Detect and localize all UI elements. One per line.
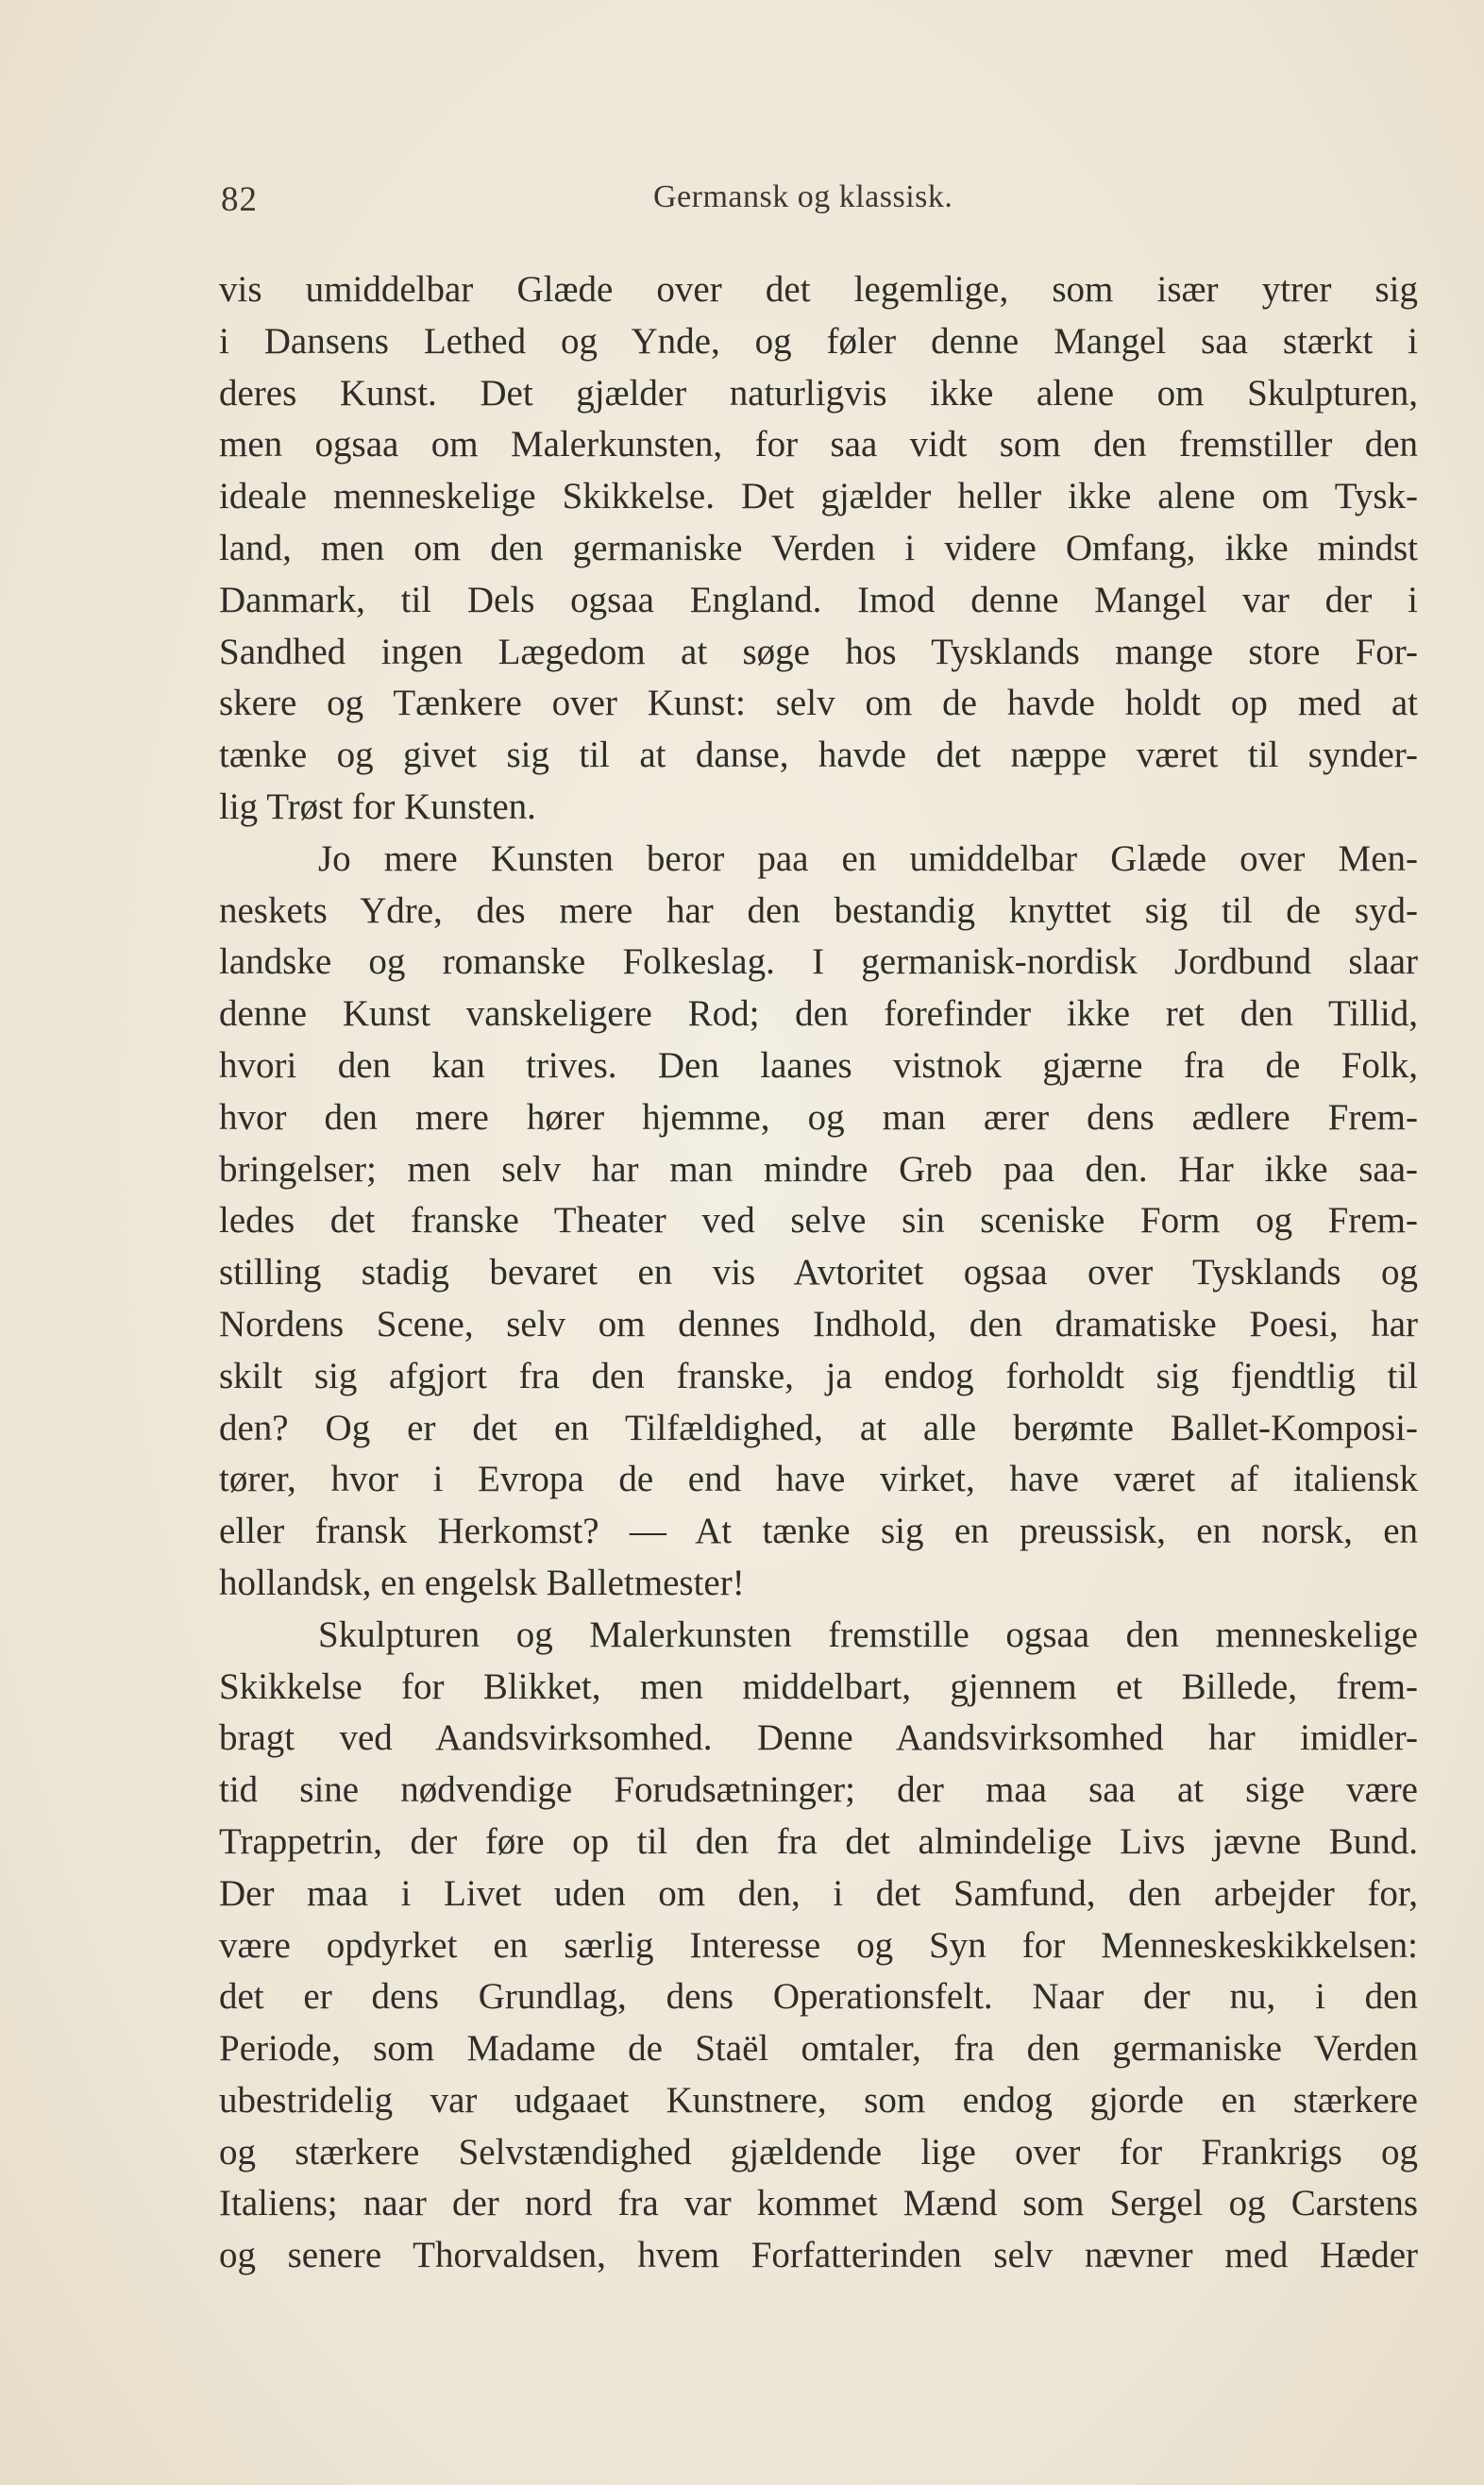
text-line: landske og romanske Folkeslag. I germanisk-nordisk Jordbund slaar [219,941,1418,983]
text-line: eller fransk Herkomst? — At tænke sig en preussisk, en norsk, en [219,1511,1418,1552]
text-line: land, men om den germaniske Verden i videre Omfang, ikke mindst [219,527,1418,568]
text-line: bringelser; men selv har man mindre Greb paa den. Har ikke saa- [219,1148,1418,1190]
text-line: Nordens Scene, selv om dennes Indhold, den dramatiske Poesi, har [219,1303,1418,1344]
body-text [219,264,1418,2282]
text-line: tører, hvor i Evropa de end have virket, have været af italiensk [219,1459,1418,1500]
text-line: neskets Ydre, des mere har den bestandig knyttet sig til de syd- [219,889,1418,931]
text-line: Trappetrin, der føre op til den fra det almindelige Livs jævne Bund. [219,1820,1418,1862]
text-line: Danmark, til Dels ogsaa England. Imod denne Mangel var der i [219,579,1418,620]
text-line: Sandhed ingen Lægedom at søge hos Tysklands mange store For- [219,631,1418,672]
text-line: Jo mere Kunsten beror paa en umiddelbar Glæde over Men- [318,837,1418,879]
page-header [219,179,1418,227]
text-line: stilling stadig bevaret en vis Avtoritet ogsaa over Tysklands og [219,1252,1418,1293]
text-line: hvori den kan trives. Den laanes vistnok gjærne fra de Folk, [219,1044,1418,1086]
text-line: hollandsk, en engelsk Balletmester! [219,1562,745,1603]
text-line: og senere Thorvaldsen, hvem Forfatterinden selv nævner med Hæder [219,2235,1418,2276]
text-line: tid sine nødvendige Forudsætninger; der maa saa at sige være [219,1769,1418,1811]
text-line: Italiens; naar der nord fra var kommet Mænd som Sergel og Carstens [219,2183,1418,2224]
text-line: i Dansens Lethed og Ynde, og føler denne Mangel saa stærkt i [219,320,1418,362]
text-line: men ogsaa om Malerkunsten, for saa vidt som den fremstiller den [219,424,1418,465]
text-line: ubestridelig var udgaaet Kunstnere, som endog gjorde en stærkere [219,2079,1418,2121]
text-line: ideale menneskelige Skikkelse. Det gjælder heller ikke alene om Tysk- [219,476,1418,517]
text-line: denne Kunst vanskeligere Rod; den forefinder ikke ret den Tillid, [219,993,1418,1035]
text-line: skilt sig afgjort fra den franske, ja endog forholdt sig fjendtlig til [219,1355,1418,1396]
text-line: vis umiddelbar Glæde over det legemlige, som især ytrer sig [219,269,1418,310]
text-line: og stærkere Selvstændighed gjældende lige over for Frankrigs og [219,2131,1418,2172]
text-line: være opdyrket en særlig Interesse og Syn for Menneskeskikkelsen: [219,1924,1418,1966]
text-line: bragt ved Aandsvirksomhed. Denne Aandsvirksomhed har imidler- [219,1717,1418,1759]
text-line: Der maa i Livet uden om den, i det Samfund, den arbejder for, [219,1872,1418,1914]
text-line: skere og Tænkere over Kunst: selv om de havde holdt op med at [219,683,1418,724]
text-line: tænke og givet sig til at danse, havde det næppe været til synder- [219,735,1418,776]
text-line: ledes det franske Theater ved selve sin sceniske Form og Frem- [219,1200,1418,1242]
page-number: 82 [221,180,258,219]
text-line: lig Trøst for Kunsten. [219,786,536,827]
text-line: den? Og er det en Tilfældighed, at alle berømte Ballet-Komposi- [219,1407,1418,1448]
text-line: Periode, som Madame de Staël omtaler, fra den germaniske Verden [219,2028,1418,2070]
text-line: det er dens Grundlag, dens Operationsfelt. Naar der nu, i den [219,1976,1418,2018]
text-line: deres Kunst. Det gjælder naturligvis ikke alene om Skulpturen, [219,372,1418,414]
text-line: Skikkelse for Blikket, men middelbart, gjennem et Billede, frem- [219,1665,1418,1707]
running-title: Germansk og klassisk. [653,179,953,214]
text-line: hvor den mere hører hjemme, og man ærer dens ædlere Frem- [219,1096,1418,1138]
text-line: Skulpturen og Malerkunsten fremstille ogsaa den menneskelige [318,1614,1418,1655]
